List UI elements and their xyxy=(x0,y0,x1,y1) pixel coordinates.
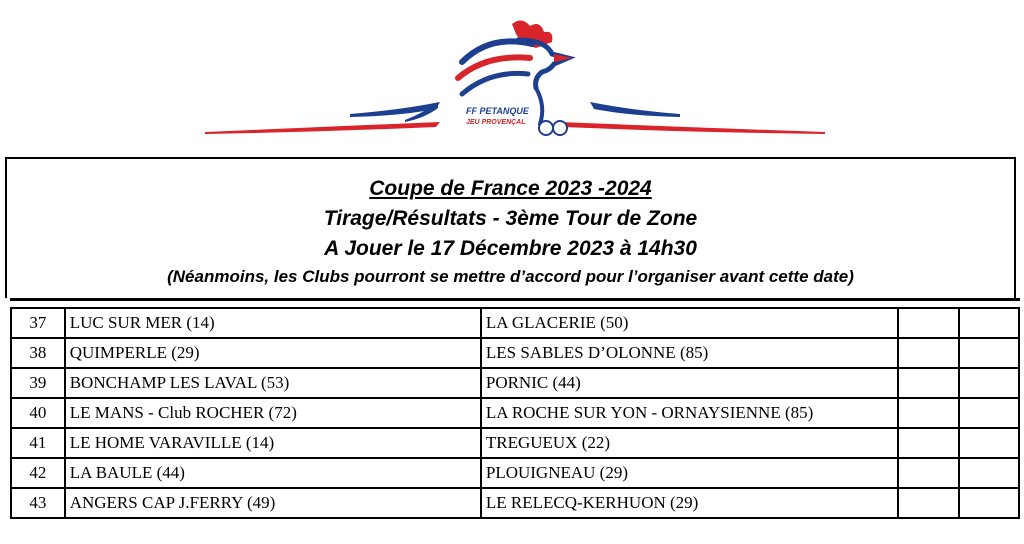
table-row xyxy=(11,368,1019,398)
home-score xyxy=(898,458,959,488)
away-team: PORNIC (44) xyxy=(481,368,898,398)
match-number: 37 xyxy=(11,308,65,338)
table-row xyxy=(11,338,1019,368)
away-team: TREGUEUX (22) xyxy=(481,428,898,458)
home-score xyxy=(898,338,959,368)
table-row xyxy=(11,488,1019,518)
logo-rooster-body xyxy=(536,88,542,124)
table-row xyxy=(11,308,1019,338)
home-team: ANGERS CAP J.FERRY (49) xyxy=(65,488,481,518)
match-number: 41 xyxy=(11,428,65,458)
away-score xyxy=(959,398,1019,428)
away-team: LE RELECQ-KERHUON (29) xyxy=(481,488,898,518)
table-row xyxy=(11,398,1019,428)
home-team: BONCHAMP LES LAVAL (53) xyxy=(65,368,481,398)
match-number: 43 xyxy=(11,488,65,518)
logo-text-line2: JEU PROVENÇAL xyxy=(466,119,526,126)
logo-left-swoosh-red xyxy=(205,122,440,134)
ffpjp-logo xyxy=(200,14,830,140)
away-score xyxy=(959,338,1019,368)
away-score xyxy=(959,428,1019,458)
note-line: (Néanmoins, les Clubs pourront se mettre d’accord pour l’organiser avant cette date) xyxy=(167,267,854,286)
away-score xyxy=(959,458,1019,488)
page-title: Coupe de France 2023 -2024 xyxy=(369,177,652,200)
page-subtitle: Tirage/Résultats - 3ème Tour de Zone xyxy=(323,207,698,230)
home-score xyxy=(898,368,959,398)
logo-text-line1: FF PETANQUE xyxy=(466,106,529,116)
match-number: 42 xyxy=(11,458,65,488)
home-score xyxy=(898,398,959,428)
away-score xyxy=(959,368,1019,398)
logo-right-swoosh-red xyxy=(560,122,825,134)
away-score xyxy=(959,488,1019,518)
match-number: 39 xyxy=(11,368,65,398)
home-score xyxy=(898,428,959,458)
home-team: LE HOME VARAVILLE (14) xyxy=(65,428,481,458)
logo-rooster-head xyxy=(518,40,568,88)
home-team: LE MANS - Club ROCHER (72) xyxy=(65,398,481,428)
home-team: QUIMPERLE (29) xyxy=(65,338,481,368)
match-number: 38 xyxy=(11,338,65,368)
match-table-container xyxy=(10,298,1020,544)
table-row xyxy=(11,428,1019,458)
away-score xyxy=(959,308,1019,338)
home-score xyxy=(898,308,959,338)
away-team: LES SABLES D’OLONNE (85) xyxy=(481,338,898,368)
home-score xyxy=(898,488,959,518)
logo-boule-2 xyxy=(553,121,567,135)
home-team: LUC SUR MER (14) xyxy=(65,308,481,338)
away-team: PLOUIGNEAU (29) xyxy=(481,458,898,488)
table-row xyxy=(11,458,1019,488)
away-team: LA GLACERIE (50) xyxy=(481,308,898,338)
logo-boule-1 xyxy=(539,121,553,135)
title-box xyxy=(5,157,1016,298)
schedule-line: A Jouer le 17 Décembre 2023 à 14h30 xyxy=(324,237,697,260)
match-number: 40 xyxy=(11,398,65,428)
logo-tail-blue2 xyxy=(462,73,528,94)
home-team: LA BAULE (44) xyxy=(65,458,481,488)
away-team: LA ROCHE SUR YON - ORNAYSIENNE (85) xyxy=(481,398,898,428)
logo-right-swoosh-blue xyxy=(590,102,680,117)
match-table xyxy=(10,307,1020,519)
